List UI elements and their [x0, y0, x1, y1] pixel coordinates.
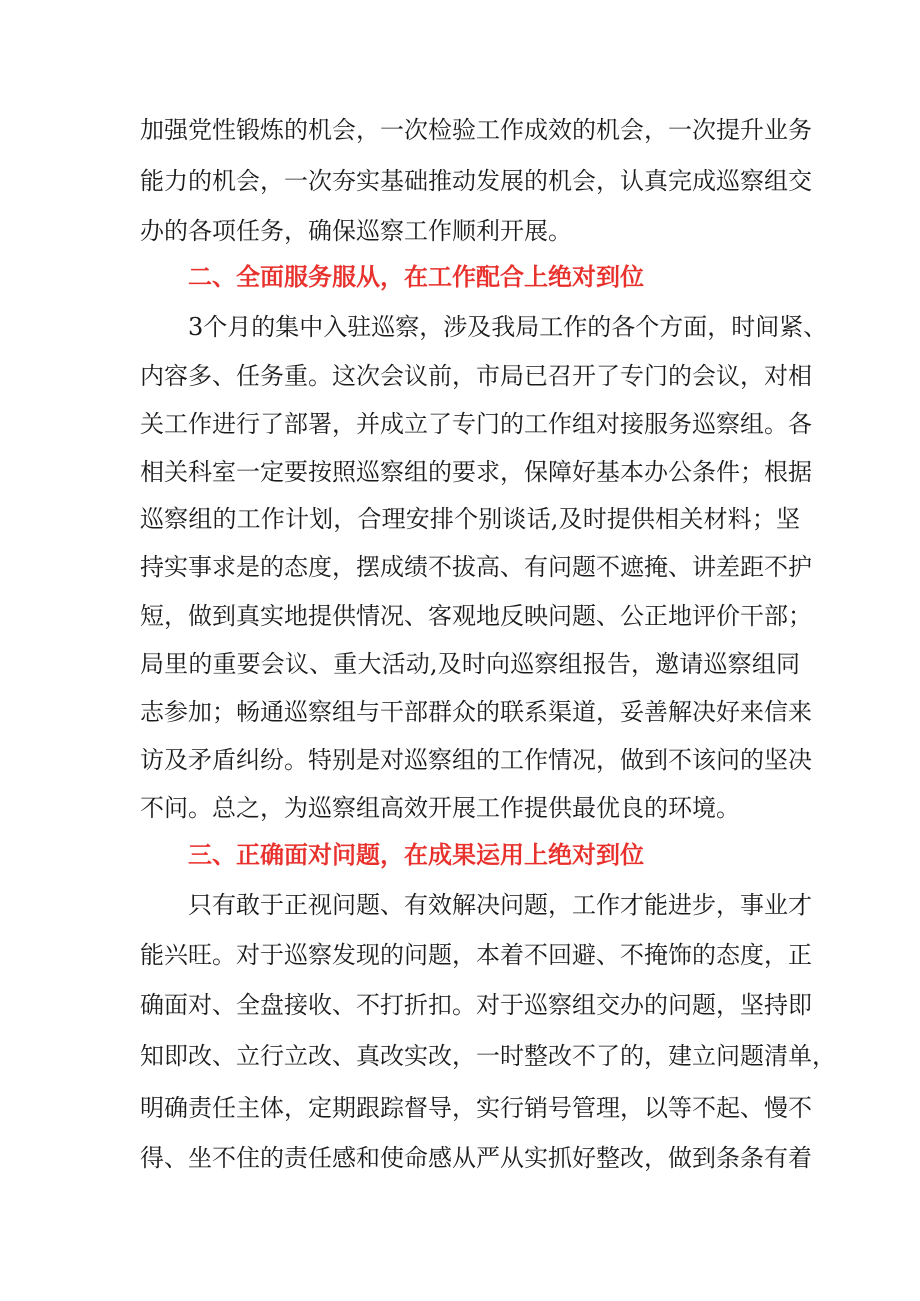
- paragraph-line: 能兴旺。对于巡察发现的问题，本着不回避、不掩饰的态度，正: [140, 941, 812, 969]
- paragraph-line: 访及矛盾纠纷。特别是对巡察组的工作情况，做到不该问的坚决: [140, 746, 812, 774]
- paragraph-line: 只有敢于正视问题、有效解决问题，工作才能进步，事业才: [188, 891, 812, 919]
- paragraph-line: 局里的重要会议、重大活动,及时向巡察组报告，邀请巡察组同: [140, 650, 800, 678]
- paragraph-line: 内容多、任务重。这次会议前，市局已召开了专门的会议，对相: [140, 362, 812, 390]
- paragraph-line: 短，做到真实地提供情况、客观地反映问题、公正地评价干部；: [140, 602, 812, 630]
- paragraph-line: 知即改、立行立改、真改实改，一时整改不了的，建立问题清单，: [140, 1042, 836, 1070]
- paragraph-line: 办的各项任务，确保巡察工作顺利开展。: [140, 217, 572, 245]
- paragraph-line: 3个月的集中入驻巡察，涉及我局工作的各个方面，时间紧、: [188, 313, 828, 341]
- paragraph-line: 持实事求是的态度，摆成绩不拔高、有问题不遮掩、讲差距不护: [140, 553, 812, 581]
- paragraph-line: 能力的机会，一次夯实基础推动发展的机会，认真完成巡察组交: [140, 167, 812, 195]
- section-heading-2: 二、全面服务服从，在工作配合上绝对到位: [188, 263, 644, 291]
- paragraph-line: 确面对、全盘接收、不打折扣。对于巡察组交办的问题，坚持即: [140, 991, 812, 1019]
- paragraph-line: 巡察组的工作计划，合理安排个别谈话,及时提供相关材料；坚: [140, 505, 800, 533]
- paragraph-line: 志参加；畅通巡察组与干部群众的联系渠道，妥善解决好来信来: [140, 698, 812, 726]
- paragraph-line: 相关科室一定要按照巡察组的要求，保障好基本办公条件；根据: [140, 458, 812, 486]
- paragraph-line: 关工作进行了部署，并成立了专门的工作组对接服务巡察组。各: [140, 410, 812, 438]
- paragraph-line: 明确责任主体，定期跟踪督导，实行销号管理，以等不起、慢不: [140, 1094, 812, 1122]
- paragraph-line: 加强党性锻炼的机会，一次检验工作成效的机会，一次提升业务: [140, 116, 812, 144]
- paragraph-line: 得、坐不住的责任感和使命感从严从实抓好整改，做到条条有着: [140, 1144, 812, 1172]
- paragraph-line: 不问。总之，为巡察组高效开展工作提供最优良的环境。: [140, 794, 740, 822]
- section-heading-3: 三、正确面对问题，在成果运用上绝对到位: [188, 841, 644, 869]
